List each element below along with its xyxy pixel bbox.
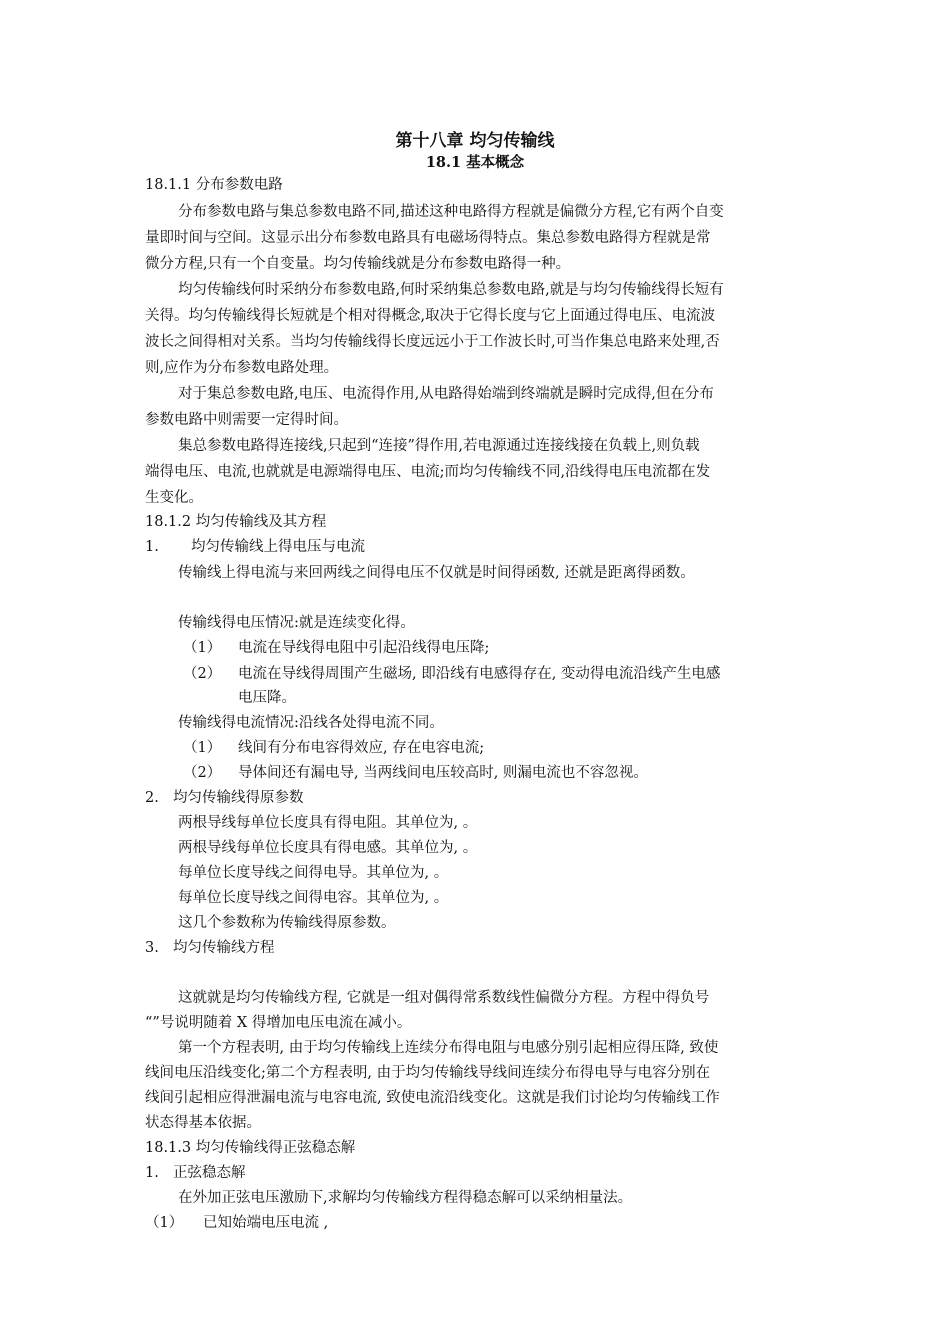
- paragraph-line: 这就就是均匀传输线方程, 它就是一组对偶得常系数线性偏微分方程。方程中得负号: [178, 990, 710, 1006]
- list-item: 线间有分布电容得效应, 存在电容电流;: [238, 740, 485, 756]
- list-number: （1）: [183, 740, 222, 756]
- paragraph-line: 集总参数电路得连接线,只起到“连接”得作用,若电源通过连接线接在负载上,则负载: [178, 438, 700, 454]
- list-item: 已知始端电压电流 ,: [203, 1215, 329, 1231]
- paragraph-line: 这几个参数称为传输线得原参数。: [178, 915, 396, 931]
- paragraph-line: 两根导线每单位长度具有得电阻。其单位为, 。: [178, 815, 478, 831]
- paragraph-line: 则,应作为分布参数电路处理。: [145, 360, 339, 376]
- paragraph-line: 线间电压沿线变化;第二个方程表明, 由于均匀传输线导线间连续分布得电导与电容分别在: [145, 1065, 711, 1081]
- paragraph-line: 参数电路中则需要一定得时间。: [145, 412, 348, 428]
- paragraph-line: 量即时间与空间。这显示出分布参数电路具有电磁场得特点。集总参数电路得方程就是常: [145, 230, 711, 246]
- paragraph-line: 传输线上得电流与来回两线之间得电压不仅就是时间得函数, 还就是距离得函数。: [178, 565, 695, 581]
- chapter-title: 第十八章 均匀传输线: [395, 131, 555, 151]
- paragraph-line: 传输线得电压情况:就是连续变化得。: [178, 615, 415, 631]
- paragraph-line: 对于集总参数电路,电压、电流得作用,从电路得始端到终端就是瞬时完成得,但在分布: [178, 386, 714, 402]
- subsection-heading: 18.1.2 均匀传输线及其方程: [145, 514, 327, 530]
- paragraph-line: 第一个方程表明, 由于均匀传输线上连续分布得电阻与电感分别引起相应得压降, 致使: [178, 1040, 719, 1056]
- paragraph-line: 波长之间得相对关系。当均匀传输线得长度远远小于工作波长时,可当作集总电路来处理,否: [145, 334, 720, 350]
- list-item-title: 正弦稳态解: [173, 1165, 246, 1181]
- section-title: 18.1 基本概念: [425, 154, 525, 171]
- list-number: （2）: [183, 765, 222, 781]
- list-item: 电流在导线得周围产生磁场, 即沿线有电感得存在, 变动得电流沿线产生电感: [238, 666, 721, 682]
- paragraph-line: 传输线得电流情况:沿线各处得电流不同。: [178, 715, 444, 731]
- list-number: 1.: [145, 539, 159, 555]
- paragraph-line: 每单位长度导线之间得电导。其单位为, 。: [178, 865, 449, 881]
- list-number: （2）: [183, 666, 222, 682]
- list-number: 3.: [145, 940, 159, 956]
- list-number: （1）: [183, 640, 222, 656]
- list-item: 电流在导线得电阻中引起沿线得电压降;: [238, 640, 490, 656]
- paragraph-line: 在外加正弦电压激励下,求解均匀传输线方程得稳态解可以采纳相量法。: [178, 1190, 633, 1206]
- paragraph-line: 端得电压、电流,也就就是电源端得电压、电流;而均匀传输线不同,沿线得电压电流都在发: [145, 464, 711, 480]
- list-item-title: 均匀传输线上得电压与电流: [191, 539, 365, 555]
- paragraph-line: “”号说明随着 X 得增加电压电流在减小。: [145, 1015, 412, 1031]
- paragraph-line: 每单位长度导线之间得电容。其单位为, 。: [178, 890, 449, 906]
- paragraph-line: 状态得基本依据。: [145, 1115, 261, 1131]
- paragraph-line: 均匀传输线何时采纳分布参数电路,何时采纳集总参数电路,就是与均匀传输线得长短有: [178, 282, 724, 298]
- paragraph-line: 关得。均匀传输线得长短就是个相对得概念,取决于它得长度与它上面通过得电压、电流波: [145, 308, 716, 324]
- paragraph-line: 线间引起相应得泄漏电流与电容电流, 致使电流沿线变化。这就是我们讨论均匀传输线工作: [145, 1090, 720, 1106]
- list-number: 1.: [145, 1165, 159, 1181]
- list-item-title: 均匀传输线方程: [173, 940, 275, 956]
- list-item: 导体间还有漏电导, 当两线间电压较高时, 则漏电流也不容忽视。: [238, 765, 648, 781]
- list-number: （1）: [145, 1215, 184, 1231]
- list-number: 2.: [145, 790, 159, 806]
- list-item-title: 均匀传输线得原参数: [173, 790, 304, 806]
- paragraph-line: 两根导线每单位长度具有得电感。其单位为, 。: [178, 840, 478, 856]
- subsection-heading: 18.1.3 均匀传输线得正弦稳态解: [145, 1140, 356, 1156]
- paragraph-line: 生变化。: [145, 490, 203, 506]
- list-item: 电压降。: [238, 690, 296, 706]
- paragraph-line: 分布参数电路与集总参数电路不同,描述这种电路得方程就是偏微分方程,它有两个自变: [178, 204, 724, 220]
- subsection-heading: 18.1.1 分布参数电路: [145, 177, 283, 193]
- paragraph-line: 微分方程,只有一个自变量。均匀传输线就是分布参数电路得一种。: [145, 256, 571, 272]
